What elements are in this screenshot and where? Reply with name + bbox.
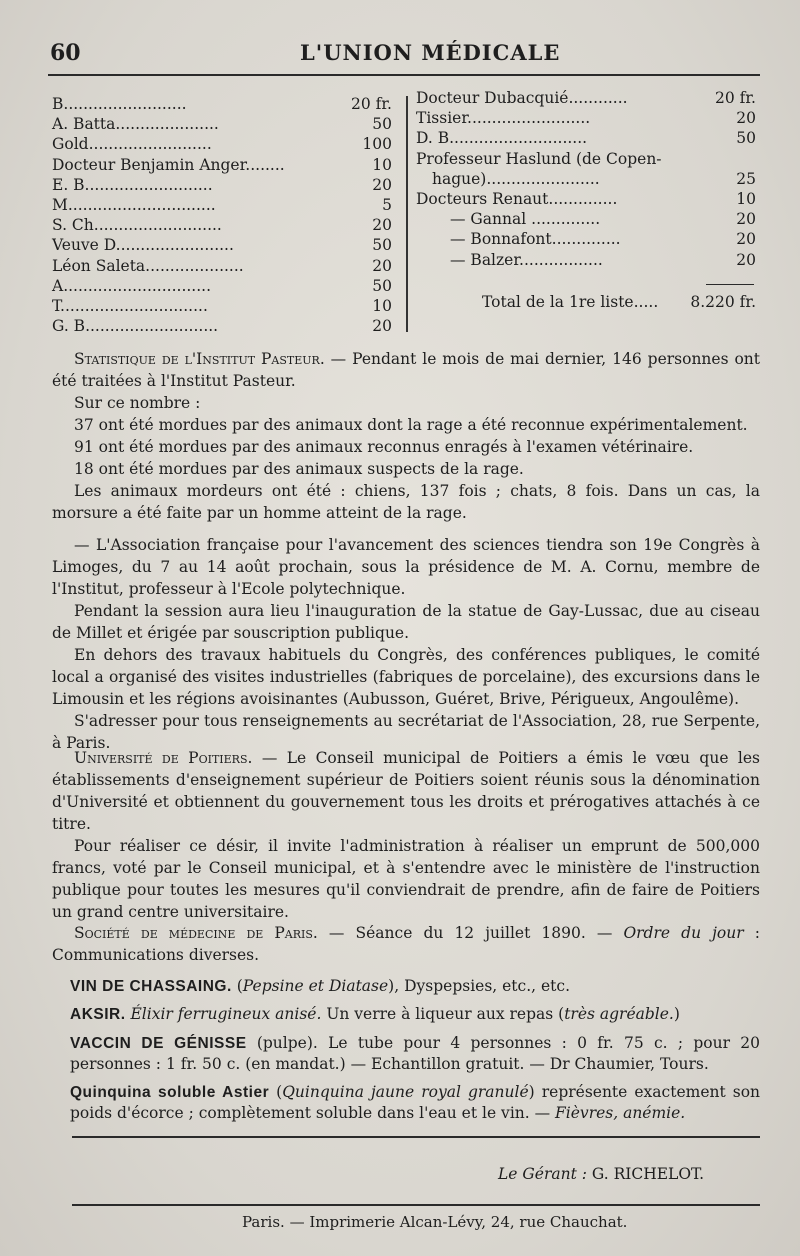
subscriber-name: S. Ch.......................... [52, 216, 222, 235]
subscription-row [416, 250, 756, 270]
subscription-amount: 10 [736, 189, 756, 208]
association-p2: Pendant la session aura lieu l'inauguration de la statue de Gay-Lussac, due au ciseau de Millet et érigée par souscription publique. [52, 602, 760, 642]
statistique-heading: Statistique de l'Institut Pasteur. [74, 350, 325, 368]
subscription-row [52, 94, 392, 114]
subscription-row [416, 189, 756, 209]
subscription-row [416, 128, 756, 148]
statistique-line-2: 91 ont été mordues par des animaux reconnus enragés à l'examen vétérinaire. [74, 438, 694, 456]
column-divider [406, 96, 408, 332]
subscription-row [52, 276, 392, 296]
ad-quinquina: Quinquina soluble Astier (Quinquina jaune royal granulé) représente exactement son poids d'écorce ; complètement soluble dans l'eau et le vin. — Fièvres, anémie. [70, 1083, 761, 1122]
subscription-amount: 20 fr. [714, 89, 756, 107]
universite-section [52, 747, 760, 923]
universite-heading: Université de Poitiers. [74, 749, 253, 767]
subscription-amount: 10 [372, 296, 392, 315]
subscription-row [52, 175, 392, 195]
subscription-row [52, 296, 392, 316]
subscription-row [416, 209, 756, 229]
total-label: Total de la 1re liste..... [482, 293, 659, 311]
statistique-line-3: 18 ont été mordues par des animaux suspects de la rage. [74, 460, 524, 478]
subscriber-name: A. Batta..................... [52, 115, 219, 134]
societe-ordre: Ordre du jour [623, 924, 744, 942]
statistique-line-4: Les animaux mordeurs ont été : chiens, 137 fois ; chats, 8 fois. Dans un cas, la morsure a été faite par un homme atteint de la rage. [52, 482, 760, 522]
subscriber-name: E. B.......................... [52, 175, 213, 194]
subscription-amount: 20 [372, 216, 392, 235]
association-p4: S'adresser pour tous renseignements au secrétariat de l'Association, 28, rue Serpente, à Paris. [52, 712, 760, 752]
page-number: 60 [50, 40, 81, 66]
subscriber-name: Veuve D........................ [52, 236, 234, 255]
societe-section: Société de médecine de Paris. — Séance du 12 juillet 1890. — Ordre du jour : Communications diverses. [52, 924, 760, 964]
statistique-sur: Sur ce nombre : [74, 394, 201, 412]
subscription-row [52, 134, 392, 154]
ad-aksir-name: AKSIR. [70, 1006, 126, 1023]
subscription-amount: 20 fr. [350, 95, 392, 113]
subscription-amount: 10 [372, 155, 392, 174]
subscription-row [52, 155, 392, 175]
total-rule [706, 284, 754, 285]
subscription-amount: 50 [372, 276, 392, 295]
subscription-amount: 50 [372, 236, 392, 255]
subscription-row [52, 316, 392, 336]
statistique-line-1: 37 ont été mordues par des animaux dont la rage a été reconnue expérimentalement. [74, 416, 748, 434]
subscriber-name: D. B............................ [416, 129, 588, 148]
universite-p1: — Le Conseil municipal de Poitiers a émis le vœu que les établissements d'enseignement supérieur de Poitiers soient réunis sous la dénomination d'Université et obtiennent du gouvernement tous les droits et prérogatives attachés à ce titre. [52, 749, 760, 833]
subscription-amount: 20 [372, 317, 392, 336]
subscription-row [52, 235, 392, 255]
subscriber-name: — Bonnafont.............. [450, 230, 621, 249]
footer-rule-1 [72, 1136, 760, 1138]
imprint: Paris. — Imprimerie Alcan-Lévy, 24, rue Chauchat. [242, 1213, 628, 1231]
subscription-row [52, 215, 392, 235]
subscription-row [416, 149, 756, 169]
footer-rule-2 [72, 1204, 760, 1206]
subscription-amount: 20 [736, 210, 756, 229]
subscription-amount: 20 [736, 109, 756, 128]
subscriber-name: Docteur Dubacquié............ [416, 89, 628, 107]
header-rule [48, 74, 760, 76]
subscription-amount: 50 [736, 129, 756, 148]
total-amount: 8.220 fr. [690, 293, 756, 311]
subscriber-name: Docteur Benjamin Anger........ [52, 155, 285, 174]
subscription-amount: 25 [736, 169, 756, 188]
subscriber-name: Tissier......................... [416, 109, 591, 128]
signature: Le Gérant : G. RICHELOT. [498, 1165, 705, 1183]
statistique-section [52, 348, 760, 524]
journal-title: L'UNION MÉDICALE [300, 40, 561, 65]
subscriber-name: T.............................. [52, 296, 208, 315]
ad-vin: VIN DE CHASSAING. (Pepsine et Diatase), Dyspepsies, etc., etc. [70, 977, 571, 995]
ad-aksir: AKSIR. Élixir ferrugineux anisé. Un verre à liqueur aux repas (très agréable.) [70, 1005, 680, 1023]
subscriber-name: B......................... [52, 95, 187, 113]
association-p1: — L'Association française pour l'avancement des sciences tiendra son 19e Congrès à Limoges, du 7 au 14 août prochain, sous la présidence de M. A. Cornu, membre de l'Institut, professeur à l'Ecole polytechnique. [52, 536, 760, 598]
subscription-row [416, 169, 756, 189]
universite-p2: Pour réaliser ce désir, il invite l'administration à réaliser un emprunt de 500,000 francs, voté par le Conseil municipal, et à s'entendre avec le ministère de l'instruction publique pour toutes les mesures qu'il conviendrait de prendre, afin de faire de Poitiers un grand centre universitaire. [52, 837, 760, 921]
subscription-amount: 5 [382, 195, 392, 214]
total-row [482, 292, 756, 312]
subscription-list-left [52, 94, 392, 336]
subscription-amount: 20 [736, 230, 756, 249]
subscriber-name: Gold......................... [52, 135, 212, 154]
ad-quinquina-name: Quinquina soluble Astier [70, 1084, 270, 1101]
subscriber-name: hague)....................... [432, 169, 600, 188]
statistique-lead: — Pendant le mois de mai dernier, 146 personnes ont été traitées à l'Institut Pasteur. [52, 350, 760, 390]
subscriber-name: Professeur Haslund (de Copen- [416, 149, 662, 168]
subscriber-name: Docteurs Renaut.............. [416, 189, 618, 208]
subscription-row [52, 114, 392, 134]
association-section [52, 534, 760, 754]
subscription-amount: 100 [362, 135, 392, 154]
subscription-row [52, 195, 392, 215]
societe-heading: Société de médecine de Paris. [74, 924, 318, 942]
subscription-list-right [416, 88, 756, 270]
subscriber-name: A.............................. [52, 276, 212, 295]
subscription-row [416, 229, 756, 249]
association-p3: En dehors des travaux habituels du Congrès, des conférences publiques, le comité local a organisé des visites industrielles (fabriques de porcelaine), des excursions dans le Limousin et les régions avoisinantes (Aubusson, Guéret, Brive, Périgueux, Angoulême). [52, 646, 760, 708]
subscription-row [52, 256, 392, 276]
ad-vin-name: VIN DE CHASSAING. [70, 978, 232, 995]
subscription-row [416, 88, 756, 108]
subscription-row [416, 108, 756, 128]
subscriber-name: — Gannal .............. [450, 210, 601, 229]
subscriber-name: Léon Saleta.................... [52, 256, 244, 275]
subscription-amount: 20 [372, 256, 392, 275]
ad-vaccin: VACCIN DE GÉNISSE (pulpe). Le tube pour 4 personnes : 0 fr. 75 c. ; pour 20 personnes : 1 fr. 50 c. (en mandat.) — Echantillon gratuit. — Dr Chaumier, Tours. [70, 1034, 761, 1073]
subscriber-name: — Balzer................. [450, 250, 603, 269]
subscription-amount: 50 [372, 115, 392, 134]
subscriber-name: M.............................. [52, 195, 216, 214]
subscriber-name: G. B........................... [52, 317, 219, 336]
subscription-amount: 20 [372, 175, 392, 194]
subscription-amount: 20 [736, 250, 756, 269]
ad-vaccin-name: VACCIN DE GÉNISSE [70, 1035, 247, 1052]
